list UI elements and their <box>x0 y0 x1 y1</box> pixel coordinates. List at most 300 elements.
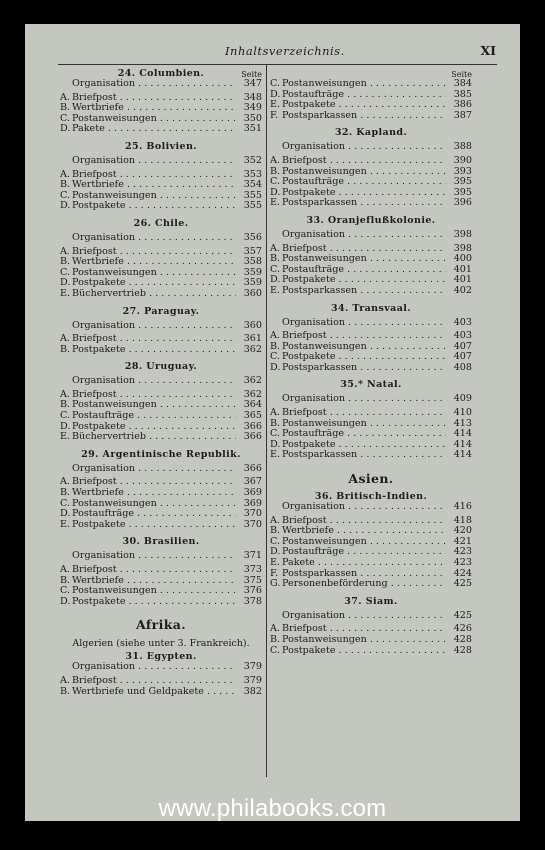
entry-label: Organisation . . . <box>72 551 236 562</box>
entry-letter: B. <box>60 487 71 499</box>
entry-label: Organisation . . . <box>72 662 236 673</box>
entry-letter: D. <box>270 361 281 373</box>
section-heading: 32. Kapland. <box>334 127 408 139</box>
entry-label: Postanweisungen . . . <box>72 191 236 202</box>
toc-entry <box>60 390 262 401</box>
entry-label: Briefpost . . . <box>72 477 236 488</box>
entry-page-number: 366 <box>243 462 262 474</box>
entry-letter <box>270 230 282 241</box>
entry-label: Postsparkassen . . . <box>282 450 446 461</box>
toc-entry <box>60 676 262 687</box>
toc-entry <box>60 432 262 443</box>
entry-label: Postanweisungen . . . <box>282 254 446 265</box>
entry-label: Wertbriefe . . . <box>72 180 236 191</box>
toc-entry <box>270 198 472 209</box>
entry-label: Briefpost . . . <box>282 516 446 527</box>
toc-entry <box>60 411 262 422</box>
entry-label: Organisation . . . <box>72 376 236 387</box>
section-heading: 33. Oranjeflußkolonie. <box>306 214 436 226</box>
toc-entry <box>60 464 262 475</box>
entry-letter: A. <box>270 407 280 419</box>
entry-page-number: 375 <box>243 574 262 586</box>
entry-letter: D. <box>60 420 71 432</box>
entry-page-number: 425 <box>453 609 472 621</box>
entry-page-number: 409 <box>453 393 472 405</box>
entry-label: Wertbriefe . . . <box>72 576 236 587</box>
watermark-url: www.philabooks.com <box>158 795 387 822</box>
entry-letter <box>60 156 72 167</box>
toc-entry <box>270 408 472 419</box>
book-page <box>25 24 520 821</box>
entry-letter: A. <box>60 168 70 180</box>
entry-label: Postanweisungen . . . <box>282 537 446 548</box>
toc-entry <box>60 565 262 576</box>
entry-letter: D. <box>60 123 71 135</box>
entry-letter: E. <box>270 197 281 209</box>
entry-page-number: 367 <box>243 476 262 488</box>
entry-letter <box>270 318 282 329</box>
toc-entry <box>270 579 472 590</box>
page-header <box>25 44 520 62</box>
entry-letter: C. <box>60 112 71 124</box>
entry-label: Organisation . . . <box>72 79 236 90</box>
entry-page-number: 359 <box>243 266 262 278</box>
entry-page-number: 414 <box>453 438 472 450</box>
toc-entry <box>270 188 472 199</box>
toc-entry <box>60 103 262 114</box>
entry-label: Postpakete . . . <box>282 352 446 363</box>
entry-page-number: 424 <box>453 567 472 579</box>
entry-label: Organisation . . . <box>72 156 236 167</box>
region-heading: Asien. <box>348 471 394 487</box>
entry-letter: C. <box>60 266 71 278</box>
entry-page-number: 362 <box>243 375 262 387</box>
entry-letter <box>60 233 72 244</box>
entry-label: Postanweisungen . . . <box>72 586 236 597</box>
toc-entry <box>60 499 262 510</box>
entry-page-number: 365 <box>243 410 262 422</box>
entry-letter: C. <box>60 585 71 597</box>
toc-entry <box>270 318 472 329</box>
section-heading: 29. Argentinische Republik. <box>81 448 241 460</box>
section-heading: 24. Columbien. <box>117 68 205 79</box>
toc-entry <box>60 662 262 673</box>
entry-page-number: 401 <box>453 263 472 275</box>
entry-label: Postpakete . . . <box>72 278 236 289</box>
entry-page-number: 413 <box>453 417 472 429</box>
entry-page-number: 369 <box>243 497 262 509</box>
section-heading: 31. Egypten. <box>125 651 197 663</box>
entry-letter: B. <box>60 343 71 355</box>
entry-label: Organisation . . . <box>282 502 446 513</box>
entry-page-number: 364 <box>243 399 262 411</box>
entry-letter: C. <box>270 535 281 547</box>
entry-label: Organisation . . . <box>282 318 446 329</box>
running-title: Inhaltsverzeichnis. <box>225 44 345 58</box>
entry-letter: D. <box>270 88 281 100</box>
entry-label: Postaufträge . . . <box>282 265 446 276</box>
entry-label: Postsparkassen . . . <box>282 569 446 580</box>
toc-entry <box>270 558 472 569</box>
entry-label: Postanweisungen . . . <box>282 79 446 90</box>
entry-letter: A. <box>270 242 280 254</box>
entry-letter: C. <box>270 78 281 89</box>
entry-letter <box>270 502 282 513</box>
entry-letter: B. <box>270 253 281 265</box>
entry-page-number: 347 <box>243 78 262 89</box>
entry-letter: G. <box>270 578 281 590</box>
seite-label-text: Seite <box>451 70 472 79</box>
entry-label: Briefpost . . . <box>72 334 236 345</box>
toc-entry <box>270 142 472 153</box>
entry-page-number: 407 <box>453 351 472 363</box>
entry-letter: B. <box>270 417 281 429</box>
toc-entry <box>270 90 472 101</box>
toc-entry <box>270 177 472 188</box>
entry-letter: C. <box>270 263 281 275</box>
toc-entry <box>60 400 262 411</box>
entry-label: Postaufträge . . . <box>72 411 236 422</box>
toc-entry <box>60 268 262 279</box>
right-column <box>270 68 472 656</box>
entry-label: Organisation . . . <box>72 321 236 332</box>
toc-entry <box>60 247 262 258</box>
entry-page-number: 403 <box>453 330 472 342</box>
entry-page-number: 388 <box>453 141 472 153</box>
entry-letter: B. <box>60 179 71 191</box>
entry-page-number: 370 <box>243 518 262 530</box>
entry-page-number: 382 <box>243 685 262 697</box>
entry-label: Postaufträge . . . <box>282 547 446 558</box>
entry-page-number: 350 <box>243 112 262 124</box>
section-heading: 35.* Natal. <box>340 379 402 391</box>
entry-letter: A. <box>60 245 70 257</box>
toc-entry <box>270 244 472 255</box>
entry-letter: D. <box>60 508 71 520</box>
entry-label: Postpakete . . . <box>72 201 236 212</box>
entry-page-number: 403 <box>453 316 472 328</box>
entry-label: Wertbriefe . . . <box>72 488 236 499</box>
toc-entry <box>60 156 262 167</box>
entry-label: Postpakete . . . <box>282 275 446 286</box>
entry-page-number: 407 <box>453 340 472 352</box>
section-heading: 37. Siam. <box>344 595 398 607</box>
toc-entry <box>270 286 472 297</box>
entry-letter <box>60 464 72 475</box>
entry-page-number: 414 <box>453 428 472 440</box>
entry-page-number: 354 <box>243 179 262 191</box>
entry-letter <box>270 142 282 153</box>
entry-label: Wertbriefe . . . <box>72 103 236 114</box>
entry-page-number: 358 <box>243 256 262 268</box>
toc-entry <box>60 201 262 212</box>
entry-page-number: 402 <box>453 284 472 296</box>
toc-entry <box>270 419 472 430</box>
entry-page-number: 400 <box>453 253 472 265</box>
entry-label: Organisation . . . <box>72 233 236 244</box>
section-heading: 28. Uruguay. <box>124 361 198 373</box>
entry-letter: B. <box>270 340 281 352</box>
section-heading: 26. Chile. <box>133 217 189 229</box>
entry-letter: D. <box>270 546 281 558</box>
entry-letter: A. <box>270 154 280 166</box>
toc-entry <box>60 345 262 356</box>
entry-label: Organisation . . . <box>282 142 446 153</box>
entry-label: Postanweisungen . . . <box>282 635 446 646</box>
toc-entry <box>270 516 472 527</box>
entry-label: Postanweisungen . . . <box>72 114 236 125</box>
entry-letter: E. <box>60 287 71 299</box>
toc-entry <box>270 526 472 537</box>
toc-entry <box>60 180 262 191</box>
entry-page-number: 361 <box>243 333 262 345</box>
entry-page-number: 414 <box>453 449 472 461</box>
entry-label: Briefpost . . . <box>72 247 236 258</box>
entry-letter: B. <box>270 165 281 177</box>
entry-page-number: 379 <box>243 674 262 686</box>
toc-entry <box>60 520 262 531</box>
toc-entry <box>270 502 472 513</box>
entry-page-number: 398 <box>453 242 472 254</box>
entry-letter: D. <box>60 200 71 212</box>
entry-page-number: 395 <box>453 176 472 188</box>
entry-page-number: 386 <box>453 99 472 111</box>
seite-label <box>270 68 472 79</box>
entry-letter: C. <box>60 189 71 201</box>
section-heading: 36. Britisch-Indien. <box>314 491 428 503</box>
entry-page-number: 352 <box>243 154 262 166</box>
entry-page-number: 360 <box>243 319 262 331</box>
toc-entry <box>60 334 262 345</box>
toc-entry <box>60 586 262 597</box>
entry-label: Postpakete . . . <box>282 646 446 657</box>
toc-entry <box>270 450 472 461</box>
left-column <box>60 68 262 697</box>
entry-page-number: 360 <box>243 287 262 299</box>
entry-letter: C. <box>60 497 71 509</box>
entry-letter: B. <box>60 574 71 586</box>
entry-letter: D. <box>270 274 281 286</box>
entry-page-number: 378 <box>243 595 262 607</box>
entry-letter: B. <box>270 525 281 537</box>
entry-label: Briefpost . . . <box>72 390 236 401</box>
toc-entry <box>270 100 472 111</box>
entry-label: Postpakete . . . <box>282 188 446 199</box>
toc-entry <box>270 156 472 167</box>
entry-page-number: 366 <box>243 431 262 443</box>
entry-label: Postsparkassen . . . <box>282 111 446 122</box>
entry-letter: B. <box>270 633 281 645</box>
section-heading: 27. Paraguay. <box>122 305 200 317</box>
entry-letter: A. <box>60 388 70 400</box>
entry-letter: A. <box>270 514 280 526</box>
entry-letter <box>60 662 72 673</box>
entry-letter: B. <box>60 256 71 268</box>
entry-page-number: 379 <box>243 661 262 673</box>
entry-label: Postanweisungen . . . <box>282 419 446 430</box>
toc-entry <box>270 646 472 657</box>
entry-letter: D. <box>60 595 71 607</box>
toc-entry <box>270 635 472 646</box>
entry-letter: B. <box>60 102 71 114</box>
toc-entry <box>60 376 262 387</box>
toc-entry <box>270 167 472 178</box>
entry-label: Postpakete . . . <box>72 345 236 356</box>
entry-letter: E. <box>60 518 71 530</box>
entry-page-number: 428 <box>453 633 472 645</box>
toc-entry <box>60 257 262 268</box>
entry-letter: A. <box>60 564 70 575</box>
entry-label: Postpakete . . . <box>282 100 446 111</box>
toc-entry <box>60 170 262 181</box>
entry-page-number: 420 <box>453 525 472 537</box>
seite-label-text: Seite <box>241 70 262 79</box>
entry-label: Wertbriefe und Geldpakete . . . <box>72 687 236 698</box>
entry-page-number: 362 <box>243 388 262 400</box>
entry-letter: D. <box>270 186 281 198</box>
entry-label: Büchervertrieb . . . <box>72 289 236 300</box>
entry-label: Postpakete . . . <box>72 422 236 433</box>
entry-label: Briefpost . . . <box>282 156 446 167</box>
entry-label: Briefpost . . . <box>282 244 446 255</box>
entry-label: Postaufträge . . . <box>72 509 236 520</box>
entry-page-number: 398 <box>453 228 472 240</box>
toc-entry <box>60 278 262 289</box>
entry-page-number: 401 <box>453 274 472 286</box>
toc-entry <box>270 342 472 353</box>
section-heading: 34. Transvaal. <box>331 302 411 314</box>
entry-page-number: 355 <box>243 189 262 201</box>
entry-page-number: 357 <box>243 245 262 257</box>
toc-entry <box>270 265 472 276</box>
entry-label: Postpakete . . . <box>72 597 236 608</box>
entry-page-number: 370 <box>243 508 262 520</box>
entry-label: Postaufträge . . . <box>282 177 446 188</box>
entry-label: Briefpost . . . <box>282 408 446 419</box>
entry-letter <box>60 376 72 387</box>
entry-letter <box>60 551 72 562</box>
toc-entry <box>270 394 472 405</box>
entry-letter: A. <box>60 476 70 488</box>
entry-label: Postanweisungen . . . <box>282 167 446 178</box>
section-heading: 25. Bolivien. <box>124 140 197 152</box>
toc-entry <box>270 547 472 558</box>
entry-label: Postanweisungen . . . <box>282 342 446 353</box>
toc-entry <box>270 440 472 451</box>
toc-entry <box>60 551 262 562</box>
toc-entry <box>60 124 262 135</box>
column-divider <box>266 65 267 777</box>
entry-page-number: 359 <box>243 277 262 289</box>
entry-letter <box>60 79 72 90</box>
toc-entry <box>60 422 262 433</box>
cross-reference-note: Algerien (siehe unter 3. Frankreich). <box>72 638 250 650</box>
toc-entry <box>270 352 472 363</box>
entry-page-number: 423 <box>453 557 472 568</box>
entry-label: Briefpost . . . <box>282 331 446 342</box>
entry-page-number: 371 <box>243 550 262 562</box>
entry-page-number: 366 <box>243 420 262 432</box>
toc-entry <box>60 114 262 125</box>
entry-page-number: 385 <box>453 88 472 100</box>
entry-label: Postpakete . . . <box>72 520 236 531</box>
entry-label: Postanweisungen . . . <box>72 499 236 510</box>
entry-letter: C. <box>60 410 71 422</box>
toc-entry <box>60 576 262 587</box>
entry-letter: E. <box>270 99 281 111</box>
toc-entry <box>60 191 262 202</box>
toc-entry <box>270 624 472 635</box>
entry-letter: C. <box>270 428 281 440</box>
entry-page-number: 428 <box>453 644 472 656</box>
entry-label: Wertbriefe . . . <box>72 257 236 268</box>
entry-letter: B. <box>60 399 71 411</box>
toc-entry <box>270 275 472 286</box>
toc-entry <box>270 569 472 580</box>
toc-entry <box>60 488 262 499</box>
entry-page-number: 426 <box>453 623 472 635</box>
toc-entry <box>60 289 262 300</box>
entry-page-number: 384 <box>453 78 472 89</box>
toc-entry <box>270 111 472 122</box>
entry-letter: A. <box>60 91 70 103</box>
entry-page-number: 393 <box>453 165 472 177</box>
entry-page-number: 362 <box>243 343 262 355</box>
entry-letter <box>60 321 72 332</box>
entry-page-number: 410 <box>453 407 472 419</box>
entry-letter: A. <box>270 623 280 635</box>
page-number: XI <box>480 43 496 58</box>
entry-page-number: 348 <box>243 91 262 103</box>
entry-label: Postanweisungen . . . <box>72 400 236 411</box>
toc-entry <box>270 254 472 265</box>
entry-page-number: 353 <box>243 168 262 180</box>
entry-page-number: 355 <box>243 200 262 212</box>
section-heading: 30. Brasilien. <box>122 536 200 548</box>
toc-entry <box>60 509 262 520</box>
toc-entry <box>60 79 262 90</box>
toc-entry <box>60 477 262 488</box>
entry-page-number: 349 <box>243 102 262 114</box>
entry-letter: A. <box>60 674 70 686</box>
entry-letter: E. <box>270 449 281 461</box>
toc-entry <box>60 233 262 244</box>
entry-letter: D. <box>60 277 71 289</box>
entry-letter: F. <box>270 109 279 121</box>
entry-label: Postsparkassen . . . <box>282 363 446 374</box>
entry-label: Postaufträge . . . <box>282 429 446 440</box>
toc-entry <box>270 429 472 440</box>
entry-letter: C. <box>270 644 281 656</box>
entry-page-number: 351 <box>243 123 262 135</box>
entry-label: Organisation . . . <box>72 464 236 475</box>
entry-page-number: 396 <box>453 197 472 209</box>
entry-label: Pakete . . . <box>282 558 446 569</box>
entry-label: Postanweisungen . . . <box>72 268 236 279</box>
entry-letter: D. <box>270 438 281 450</box>
entry-page-number: 418 <box>453 514 472 526</box>
entry-label: Postsparkassen . . . <box>282 198 446 209</box>
entry-page-number: 356 <box>243 231 262 243</box>
entry-label: Personenbeförderung . . . <box>282 579 446 590</box>
entry-letter: C. <box>270 351 281 363</box>
entry-label: Briefpost . . . <box>282 624 446 635</box>
entry-page-number: 421 <box>453 535 472 547</box>
entry-label: Organisation . . . <box>282 394 446 405</box>
entry-page-number: 376 <box>243 585 262 597</box>
entry-letter: A. <box>270 330 280 342</box>
entry-page-number: 373 <box>243 564 262 575</box>
